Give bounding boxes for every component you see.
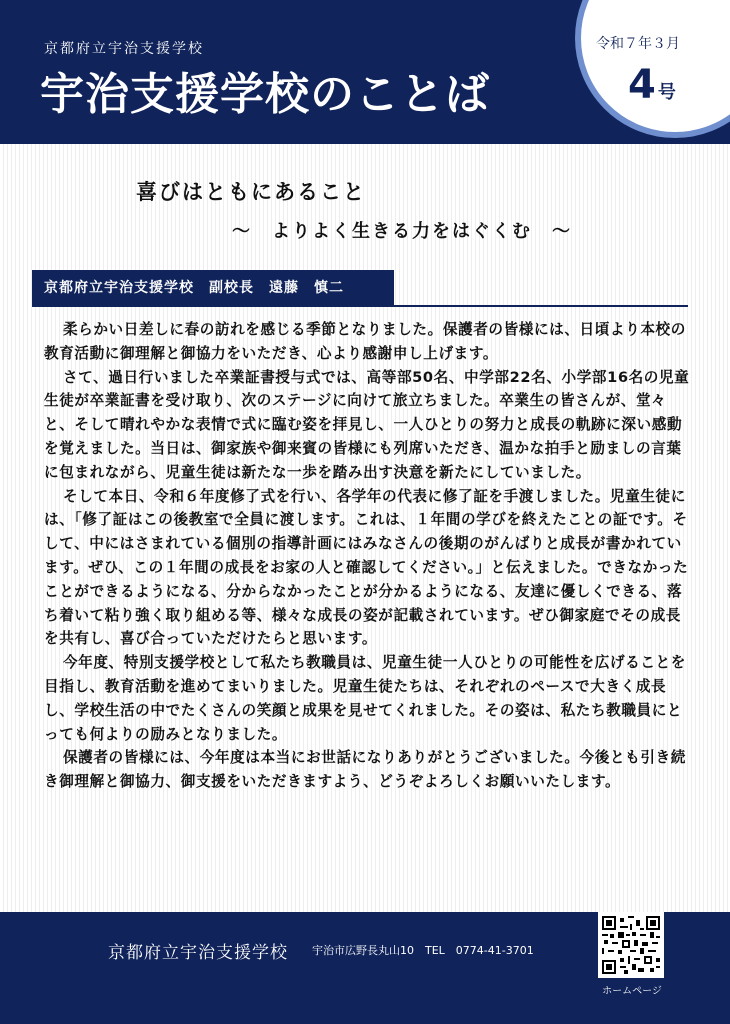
qr-code-graphic	[602, 916, 660, 974]
article-body	[44, 318, 692, 794]
issue-number-suffix: 号	[657, 82, 676, 103]
footer-address: 宇治市広野長丸山10 TEL 0774-41-3701	[312, 944, 534, 957]
footer-school-name: 京都府立宇治支援学校	[108, 943, 288, 963]
article-subheadline: ～ よりよく生きる力をはぐくむ ～	[232, 221, 572, 242]
issue-date: 令和７年３月	[596, 36, 680, 52]
homepage-label[interactable]: ホームページ	[602, 986, 662, 997]
newsletter-title: 宇治支援学校のことば	[40, 69, 490, 120]
byline-divider	[32, 305, 688, 307]
article-headline: 喜びはともにあること	[136, 180, 366, 204]
paragraph: 保護者の皆様には、今年度は本当にお世話になりありがとうございました。今後とも引き続き御理解と御協力、御支援をいただきますよう、どうぞよろしくお願いいたします。	[44, 749, 686, 791]
issue-number-value: 4	[628, 62, 656, 108]
masthead-school-name: 京都府立宇治支援学校	[44, 41, 204, 57]
paragraph: 柔らかい日差しに春の訪れを感じる季節となりました。保護者の皆様には、日頃より本校の教育活動に御理解と御協力をいただき、心より感謝申し上げます。	[44, 321, 686, 362]
paragraph: さて、過日行いました卒業証書授与式では、高等部50名、中学部22名、小学部16名の児童生徒が卒業証書を受け取り、次のステージに向けて旅立ちました。卒業生の皆さんが、堂々と、そして晴れやかな表情で式に臨む姿を拝見し、一人ひとりの努力と成長の軌跡に深い感動を覚えました。当日は、御家族や御来賓の皆様にも列席いただき、温かな拍手と励ましの言葉に包まれながら、児童生徒は新たな一歩を踏み出す決意を新たにしていました。	[44, 368, 690, 481]
author-byline: 京都府立宇治支援学校 副校長 遠藤 慎二	[32, 270, 394, 306]
qr-code-icon[interactable]	[598, 912, 664, 978]
paragraph: 今年度、特別支援学校として私たち教職員は、児童生徒一人ひとりの可能性を広げることを目指し、教育活動を進めてまいりました。児童生徒たちは、それぞれのペースで大きく成長し、学校生活の中でたくさんの笑顔と成果を見せてくれました。その姿は、私たち教職員にとっても何よりの励みとなりました。	[44, 654, 686, 743]
issue-number	[628, 62, 676, 108]
paragraph: そして本日、令和６年度修了式を行い、各学年の代表に修了証を手渡しました。児童生徒には、「修了証はこの後教室で全員に渡します。これは、１年間の学びを終えたことの証です。そして、中にはさまれている個別の指導計画にはみなさんの後期のがんばりと成長が書かれています。ぜひ、この１年間の成長をお家の人と確認してください。」と伝えました。できなかったことができるようになる、分からなかったことが分かるようになる、友達に優しくできる、落ち着いて粘り強く取り組める等、様々な成長の姿が記載されています。ぜひ御家庭でその成長を共有し、喜び合っていただけたらと思います。	[44, 487, 689, 648]
